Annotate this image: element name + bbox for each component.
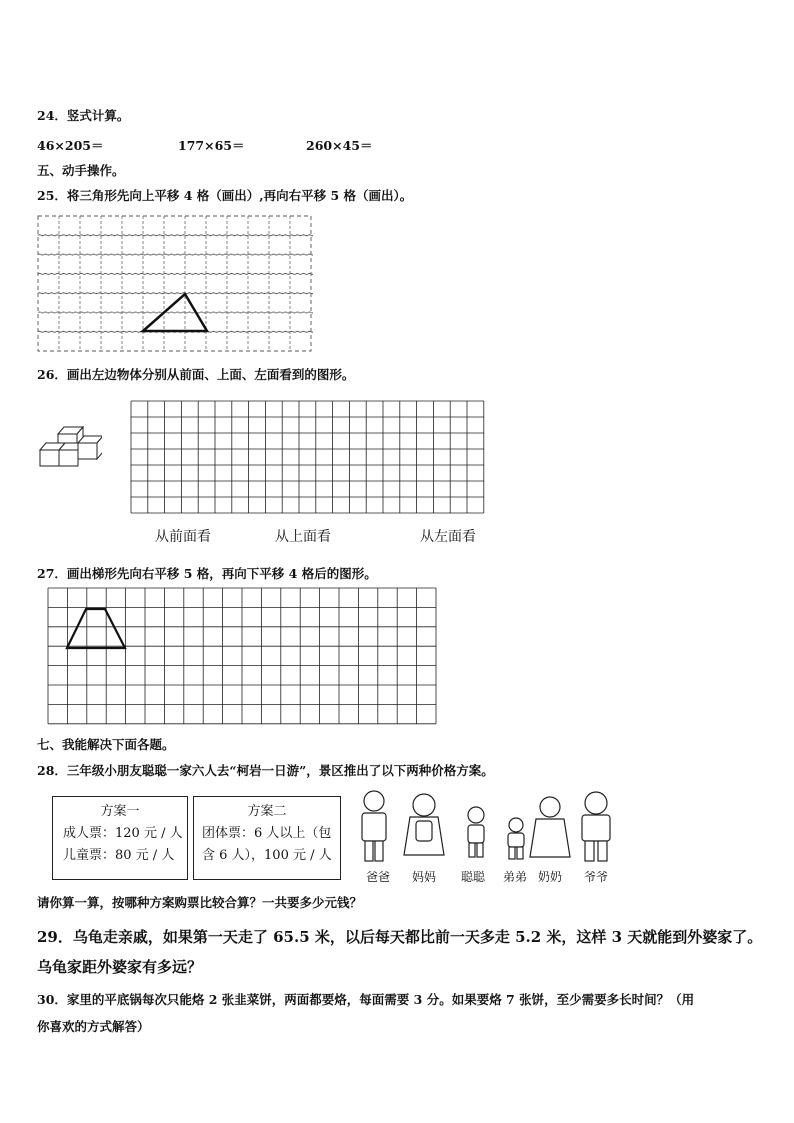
plan-two-line1: 团体票：6 人以上（包 — [202, 826, 332, 841]
calc-item-2: 177×65＝ — [178, 138, 245, 153]
calc-item-3: 260×45＝ — [306, 138, 373, 153]
section-five-heading: 五、动手操作。 — [37, 163, 125, 178]
view-front-label: 从前面看 — [155, 529, 211, 545]
family-dad: 爸爸 — [366, 870, 391, 884]
q27-grid[interactable] — [47, 587, 437, 727]
section-seven-heading: 七、我能解决下面各题。 — [37, 737, 175, 752]
grid-line — [38, 254, 313, 255]
q30-line2: 你喜欢的方式解答） — [37, 1019, 150, 1034]
view-left-label: 从左面看 — [420, 529, 476, 545]
calc-item-1: 46×205＝ — [37, 138, 104, 153]
plan-one-adult: 成人票：120 元 / 人 — [63, 826, 183, 841]
q30-line1: 30．家里的平底锅每次只能烙 2 张韭菜饼，两面都要烙，每面需要 3 分。如果要烙 7 张饼，至少需要多长时间？（用 — [37, 992, 695, 1007]
view-top-label: 从上面看 — [275, 529, 331, 545]
q27-title: 27．画出梯形先向右平移 5 格，再向下平移 4 格后的图形。 — [37, 566, 377, 581]
family-grandpa: 爷爷 — [584, 870, 609, 884]
q25-title: 25．将三角形先向上平移 4 格（画出）,再向右平移 5 格（画出）。 — [37, 188, 413, 203]
family-congcong: 聪聪 — [461, 870, 486, 884]
q26-title: 26．画出左边物体分别从前面、上面、左面看到的图形。 — [37, 367, 355, 382]
family-brother: 弟弟 — [503, 870, 528, 884]
plan-two-box — [193, 796, 341, 880]
plan-one-title: 方案一 — [100, 804, 140, 819]
q29-line1: 29．乌龟走亲戚，如果第一天走了 65.5 米，以后每天都比前一天多走 5.2 米，这样 3 天就能到外婆家了。 — [37, 928, 763, 946]
family-illustration — [350, 787, 620, 867]
q26-grid[interactable] — [130, 400, 486, 514]
q29-line2: 乌龟家距外婆家有多远？ — [37, 958, 203, 976]
q24-title: 24．竖式计算。 — [37, 108, 130, 123]
grid-line — [38, 235, 313, 236]
plan-two-line2: 含 6 人），100 元 / 人 — [202, 848, 332, 863]
family-grandma: 奶奶 — [538, 870, 563, 884]
cube-stack-figure — [38, 424, 102, 474]
q25-dashed-grid[interactable] — [37, 215, 313, 353]
plan-two-title: 方案二 — [247, 804, 287, 819]
trapezoid-shape — [67, 609, 125, 648]
grid-line — [38, 293, 313, 294]
plan-one-child: 儿童票：80 元 / 人 — [63, 848, 175, 863]
q28-title: 28．三年级小朋友聪聪一家六人去“柯岩一日游”，景区推出了以下两种价格方案。 — [37, 763, 494, 778]
q28-question: 请你算一算，按哪种方案购票比较合算？一共要多少元钱？ — [37, 895, 363, 910]
family-mom: 妈妈 — [412, 870, 437, 884]
grid-line — [38, 273, 313, 274]
grid-line — [38, 312, 313, 313]
plan-one-box — [52, 796, 188, 880]
